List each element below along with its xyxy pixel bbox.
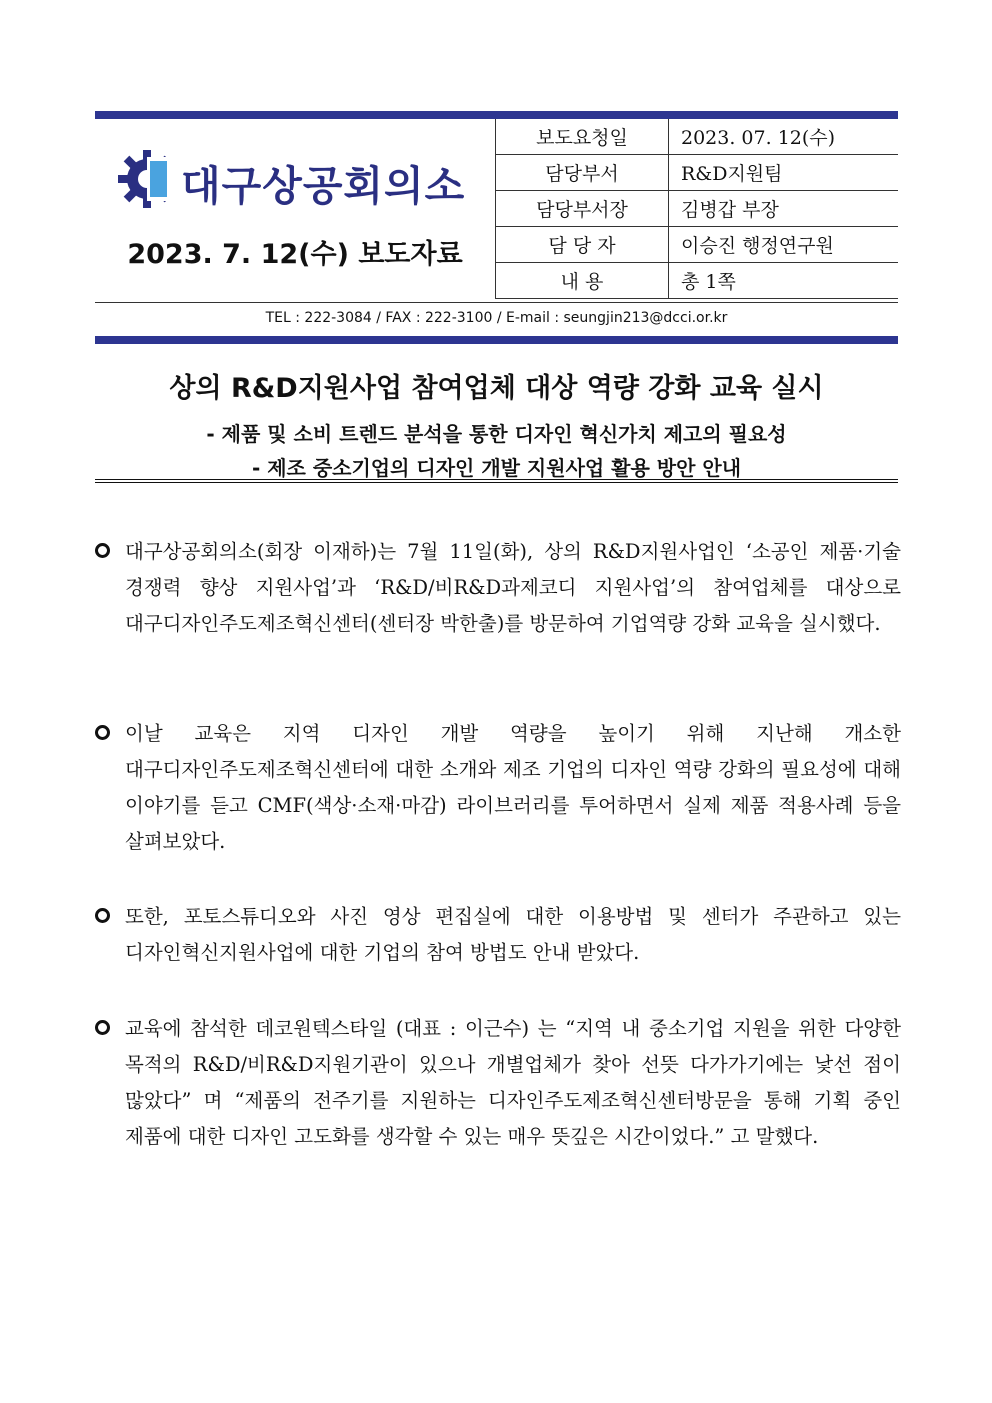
info-value: 2023. 07. 12(수) [669, 119, 899, 155]
organization-logo [95, 119, 495, 227]
info-label: 담당부서 [496, 155, 669, 191]
gear-logo-icon [117, 149, 177, 209]
release-date: 2023. 7. 12(수) 보도자료 [127, 239, 463, 270]
info-value: 김병갑 부장 [669, 191, 899, 227]
body-paragraph [95, 716, 901, 860]
info-row [496, 227, 899, 263]
release-info-table [495, 119, 898, 299]
subheadline-1: - 제품 및 소비 트렌드 분석을 통한 디자인 혁신가치 제고의 필요성 [206, 422, 787, 446]
logo-text: 대구상공회의소 [181, 162, 466, 210]
info-label: 담당부서장 [496, 191, 669, 227]
paragraph-text: 교육에 참석한 데코원텍스타일 (대표 : 이근수) 는 “지역 내 중소기업 지원을 위한 다양한 목적의 R&D/비R&D지원기관이 있으나 개별업체가 찾아 선뜻 다가가기에는 낯선 점이 많았다” 며 “제품의 전주기를 지원하는 디자인주도제조혁신센터방문을 통해 기획 중인 제품에 대한 디자인 고도화를 생각할 수 있는 매우 뜻깊은 시간이었다.” 고 말했다. [125, 1017, 901, 1148]
body-paragraph [95, 899, 901, 971]
body-paragraph [95, 1011, 901, 1155]
paragraph-text: 또한, 포토스튜디오와 사진 영상 편집실에 대한 이용방법 및 센터가 주관하고 있는 디자인혁신지원사업에 대한 기업의 참여 방법도 안내 받았다. [125, 905, 901, 964]
header-bottom-rule [95, 336, 898, 344]
info-value: 총 1쪽 [669, 263, 899, 299]
info-row [496, 119, 899, 155]
info-value: 이승진 행정연구원 [669, 227, 899, 263]
header-top-rule [95, 111, 898, 119]
info-row [496, 155, 899, 191]
info-label: 보도요청일 [496, 119, 669, 155]
hollow-circle-bullet-icon [95, 725, 110, 740]
info-label: 내 용 [496, 263, 669, 299]
body-paragraph [95, 534, 901, 642]
contact-info: TEL : 222-3084 / FAX : 222-3100 / E-mail : seungjin213@dcci.or.kr [95, 302, 898, 326]
title-underline [95, 479, 898, 480]
hollow-circle-bullet-icon [95, 1020, 110, 1035]
title-underline [95, 482, 898, 483]
hollow-circle-bullet-icon [95, 908, 110, 923]
hollow-circle-bullet-icon [95, 543, 110, 558]
info-row [496, 263, 899, 299]
info-value: R&D지원팀 [669, 155, 899, 191]
headline: 상의 R&D지원사업 참여업체 대상 역량 강화 교육 실시 [169, 373, 824, 404]
paragraph-text: 이날 교육은 지역 디자인 개발 역량을 높이기 위해 지난해 개소한 대구디자인주도제조혁신센터에 대한 소개와 제조 기업의 디자인 역량 강화의 필요성에 대해 이야기를 듣고 CMF(색상·소재·마감) 라이브러리를 투어하면서 실제 제품 적용사례 등을 살펴보았다. [125, 722, 901, 853]
subheadline-2: - 제조 중소기업의 디자인 개발 지원사업 활용 방안 안내 [251, 456, 742, 480]
info-row [496, 191, 899, 227]
info-label: 담 당 자 [496, 227, 669, 263]
paragraph-text: 대구상공회의소(회장 이재하)는 7월 11일(화), 상의 R&D지원사업인 ‘소공인 제품·기술 경쟁력 향상 지원사업’과 ‘R&D/비R&D과제코디 지원사업’의 참여업체를 대상으로 대구디자인주도제조혁신센터(센터장 박한출)를 방문하여 기업역량 강화 교육을 실시했다. [125, 540, 901, 635]
